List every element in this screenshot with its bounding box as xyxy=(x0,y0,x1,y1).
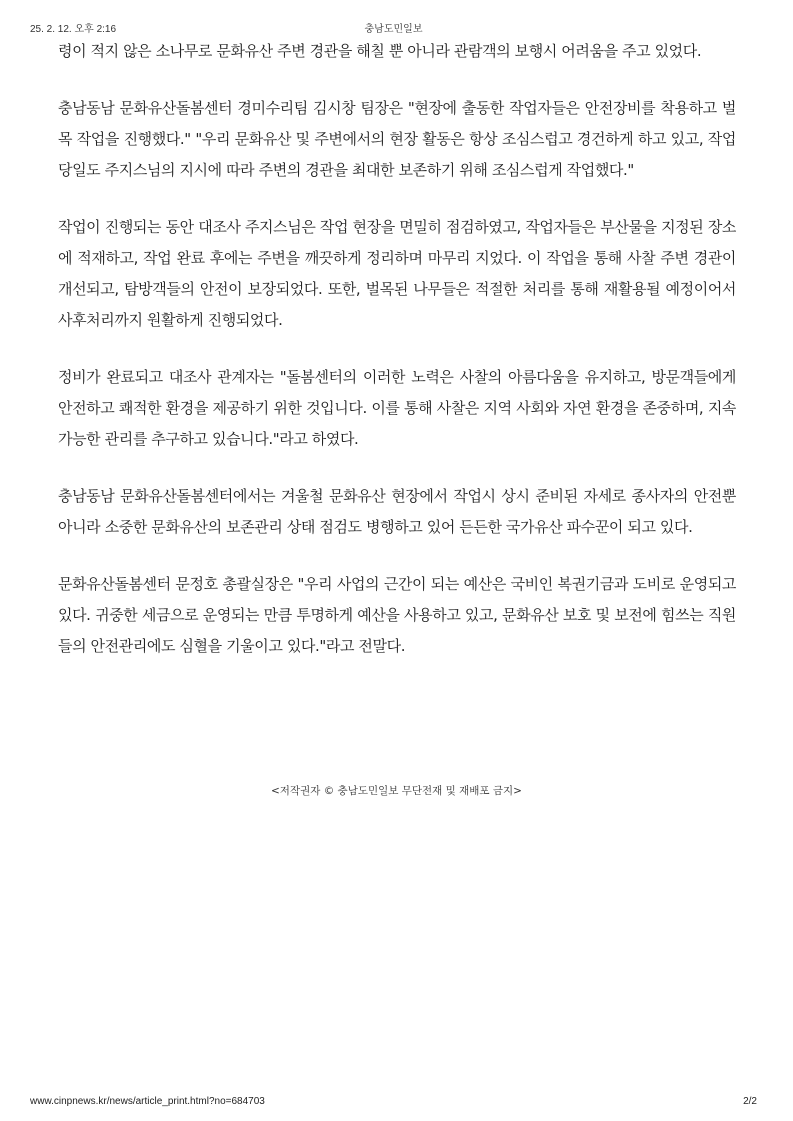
print-footer xyxy=(30,1096,757,1112)
article-paragraph: 충남동남 문화유산돌봄센터 경미수리팀 김시창 팀장은 "현장에 출동한 작업자들은 안전장비를 착용하고 벌목 작업을 진행했다." "우리 문화유산 및 주변에서의 현장 활동은 항상 조심스럽고 경건하게 하고 있고, 작업 당일도 주지스님의 지시에 따라 주변의 경관을 최대한 보존하기 위해 조심스럽게 작업했다." xyxy=(58,99,736,179)
article-paragraph: 문화유산돌봄센터 문정호 총괄실장은 "우리 사업의 근간이 되는 예산은 국비인 복권기금과 도비로 운영되고 있다. 귀중한 세금으로 운영되는 만큼 투명하게 예산을 사용하고 있고, 문화유산 보호 및 보전에 힘쓰는 직원들의 안전관리에도 심혈을 기울이고 있다."라고 전말다. xyxy=(58,575,736,655)
article-body xyxy=(58,36,736,688)
copyright-notice: <저작권자 © 충남도민일보 무단전재 및 재배포 금지> xyxy=(271,785,522,797)
print-header xyxy=(30,20,757,36)
article-url[interactable]: www.cinpnews.kr/news/article_print.html?no=684703 xyxy=(30,1096,265,1107)
site-name: 충남도민일보 xyxy=(364,24,423,35)
page-number: 2/2 xyxy=(743,1096,757,1107)
article-paragraph: 충남동남 문화유산돌봄센터에서는 겨울철 문화유산 현장에서 작업시 상시 준비된 자세로 종사자의 안전뿐 아니라 소중한 문화유산의 보존관리 상태 점검도 병행하고 있어 든든한 국가유산 파수꾼이 되고 있다. xyxy=(58,487,736,536)
article-paragraph: 작업이 진행되는 동안 대조사 주지스님은 작업 현장을 면밀히 점검하였고, 작업자들은 부산물을 지정된 장소에 적재하고, 작업 완료 후에는 주변을 깨끗하게 정리하며 마무리 지었다. 이 작업을 통해 사찰 주변 경관이 개선되고, 탐방객들의 안전이 보장되었다. 또한, 벌목된 나무들은 적절한 처리를 통해 재활용될 예정이어서 사후처리까지 원활하게 진행되었다. xyxy=(58,218,736,329)
article-paragraph: 령이 적지 않은 소나무로 문화유산 주변 경관을 해칠 뿐 아니라 관람객의 보행시 어려움을 주고 있었다. xyxy=(58,42,702,60)
article-paragraph: 정비가 완료되고 대조사 관계자는 "돌봄센터의 이러한 노력은 사찰의 아름다움을 유지하고, 방문객들에게 안전하고 쾌적한 환경을 제공하기 위한 것입니다. 이를 통해 사찰은 지역 사회와 자연 환경을 존중하며, 지속 가능한 관리를 추구하고 있습니다."라고 하였다. xyxy=(58,368,736,448)
print-date: 25. 2. 12. 오후 2:16 xyxy=(30,24,117,35)
